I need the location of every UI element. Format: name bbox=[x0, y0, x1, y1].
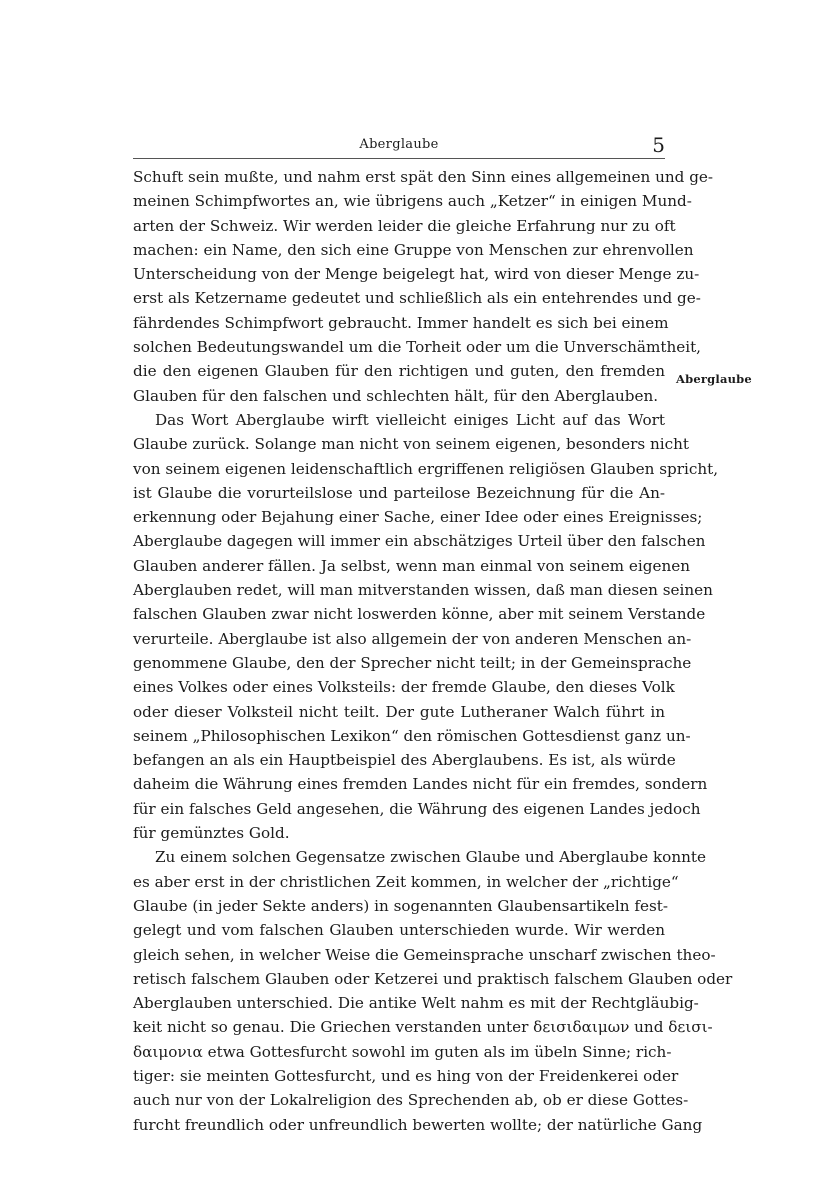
text-line: eines Volkes oder eines Volksteils: der fremde Glaube, den dieses Volk bbox=[133, 678, 675, 697]
text-line: Glauben anderer fällen. Ja selbst, wenn man einmal von seinem eigenen bbox=[133, 556, 691, 575]
text-line: meinen Schimpfwortes an, wie übrigens auch „Ketzer“ in einigen Mund- bbox=[133, 192, 692, 211]
text-line: retisch falschem Glauben oder Ketzerei und praktisch falschem Glauben oder bbox=[133, 969, 733, 988]
running-title: Aberglaube bbox=[359, 137, 439, 152]
text-line: für ein falsches Geld angesehen, die Währung des eigenen Landes jedoch bbox=[133, 799, 701, 818]
text-line: daheim die Währung eines fremden Landes nicht für ein fremdes, sondern bbox=[133, 775, 708, 794]
text-line: tiger: sie meinten Gottesfurcht, und es hing von der Freidenkerei oder bbox=[133, 1066, 679, 1085]
text-line: erkennung oder Bejahung einer Sache, einer Idee oder eines Ereignisses; bbox=[133, 508, 703, 527]
text-line: erst als Ketzername gedeutet und schließlich als ein entehrendes und ge- bbox=[133, 289, 701, 308]
text-line: arten der Schweiz. Wir werden leider die gleiche Erfahrung nur zu oft bbox=[133, 216, 676, 235]
text-line: Unterscheidung von der Menge beigelegt hat, wird von dieser Menge zu- bbox=[133, 265, 700, 284]
text-line: seinem „Philosophischen Lexikon“ den römischen Gottesdienst ganz un- bbox=[133, 726, 691, 745]
text-line: genommene Glaube, den der Sprecher nicht teilt; in der Gemeinsprache bbox=[133, 653, 692, 672]
text-line: auch nur von der Lokalreligion des Sprechenden ab, ob er diese Gottes- bbox=[133, 1091, 689, 1110]
text-line: Schuft sein mußte, und nahm erst spät den Sinn eines allgemeinen und ge- bbox=[133, 168, 714, 186]
text-line: keit nicht so genau. Die Griechen verstanden unter δεισιδαιμων und δεισι- bbox=[133, 1018, 713, 1037]
paragraph-1 bbox=[133, 165, 714, 408]
text-line: falschen Glauben zwar nicht loswerden könne, aber mit seinem Verstande bbox=[133, 605, 706, 624]
text-line: machen: ein Name, den sich eine Gruppe von Menschen zur ehrenvollen bbox=[133, 240, 694, 259]
text-line: gleich sehen, in welcher Weise die Gemeinsprache unscharf zwischen theo- bbox=[133, 945, 716, 964]
text-line: oder dieser Volksteil nicht teilt. Der gute Lutheraner Walch führt in bbox=[133, 702, 665, 721]
text-line: Das Wort Aberglaube wirft vielleicht einiges Licht auf das Wort bbox=[155, 410, 665, 429]
text-line: Aberglauben unterschied. Die antike Welt nahm es mit der Rechtgläubig- bbox=[133, 994, 699, 1013]
margin-note: Aberglaube bbox=[676, 372, 752, 386]
text-line: gelegt und vom falschen Glauben unterschieden wurde. Wir werden bbox=[133, 921, 665, 940]
paragraph-2 bbox=[133, 408, 719, 845]
text-line: fährdendes Schimpfwort gebraucht. Immer handelt es sich bei einem bbox=[133, 313, 669, 332]
text-line: Aberglaube dagegen will immer ein abschätziges Urteil über den falschen bbox=[133, 532, 706, 551]
text-line: für gemünztes Gold. bbox=[133, 824, 290, 843]
text-line: die den eigenen Glauben für den richtigen und guten, den fremden bbox=[133, 362, 665, 381]
text-line: Zu einem solchen Gegensatze zwischen Glaube und Aberglaube konnte bbox=[155, 848, 706, 867]
text-line: von seinem eigenen leidenschaftlich ergriffenen religiösen Glauben spricht, bbox=[133, 459, 719, 478]
text-line: verurteile. Aberglaube ist also allgemein der von anderen Menschen an- bbox=[133, 629, 692, 648]
text-line: furcht freundlich oder unfreundlich bewerten wollte; der natürliche Gang bbox=[133, 1115, 703, 1134]
text-line: Glaube (in jeder Sekte anders) in sogenannten Glaubensartikeln fest- bbox=[133, 896, 669, 915]
paragraph-3 bbox=[133, 845, 733, 1137]
running-head bbox=[133, 133, 665, 157]
text-line: befangen an als ein Hauptbeispiel des Aberglaubens. Es ist, als würde bbox=[133, 751, 676, 770]
text-line: es aber erst in der christlichen Zeit kommen, in welcher der „richtige“ bbox=[133, 872, 679, 891]
text-line: solchen Bedeutungswandel um die Torheit oder um die Unverschämtheit, bbox=[133, 338, 702, 357]
text-line: Aberglauben redet, will man mitverstanden wissen, daß man diesen seinen bbox=[133, 581, 713, 600]
text-line: ist Glaube die vorurteilslose und parteilose Bezeichnung für die An- bbox=[133, 483, 665, 502]
header-rule bbox=[133, 158, 665, 159]
text-line: Glaube zurück. Solange man nicht von seinem eigenen, besonders nicht bbox=[133, 435, 690, 454]
text-line: δαιμονια etwa Gottesfurcht sowohl im guten als im übeln Sinne; rich- bbox=[133, 1042, 672, 1061]
text-line: Glauben für den falschen und schlechten hält, für den Aberglauben. bbox=[133, 386, 659, 405]
body-text bbox=[133, 165, 733, 1137]
page-number: 5 bbox=[652, 133, 665, 157]
